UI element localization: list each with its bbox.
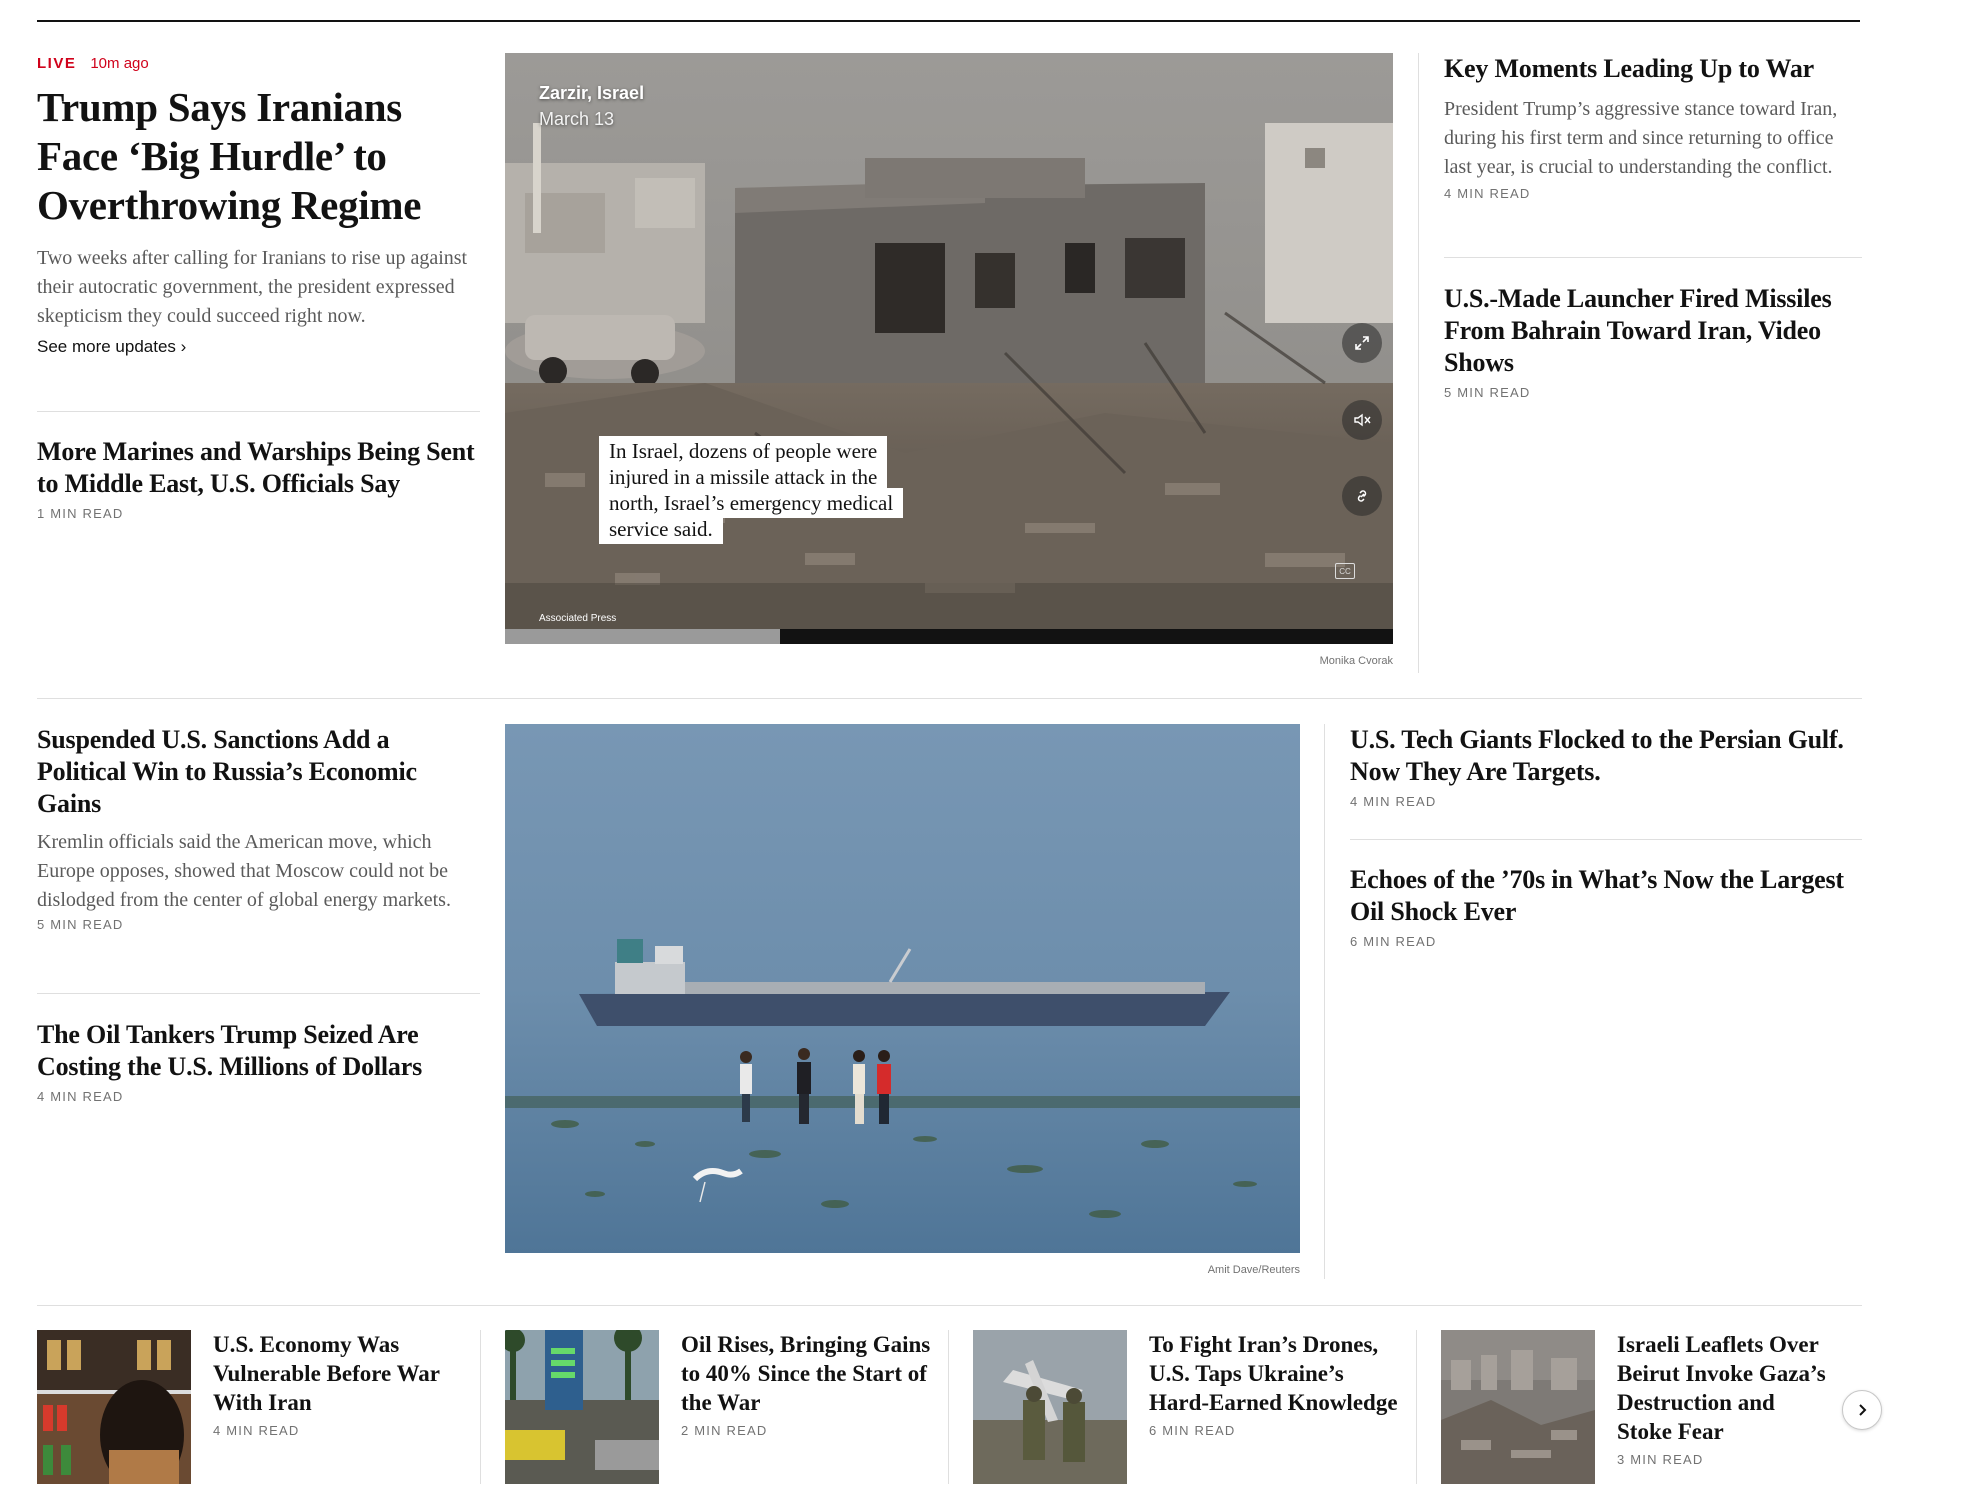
see-more-updates-link[interactable]: See more updates › xyxy=(37,337,187,356)
story-key-moments[interactable] xyxy=(1444,53,1862,201)
section-divider xyxy=(37,1305,1862,1306)
read-time: 4 MIN READ xyxy=(1444,186,1531,201)
divider xyxy=(37,411,480,412)
read-time: 4 MIN READ xyxy=(1350,794,1437,809)
read-time: 1 MIN READ xyxy=(37,506,124,521)
video-location: Zarzir, Israel xyxy=(539,83,645,103)
expand-icon xyxy=(1354,335,1370,351)
column-divider xyxy=(1324,724,1325,1279)
tanker-photo[interactable] xyxy=(505,724,1300,1253)
read-time: 4 MIN READ xyxy=(213,1423,300,1438)
expand-button[interactable] xyxy=(1342,323,1382,363)
top-story[interactable] xyxy=(37,53,480,357)
divider xyxy=(37,993,480,994)
carousel-divider xyxy=(480,1330,481,1484)
story-tech-giants[interactable] xyxy=(1350,724,1862,809)
divider xyxy=(1444,257,1862,258)
top-rule xyxy=(37,20,1860,22)
photo-credit: Amit Dave/Reuters xyxy=(1207,1264,1300,1276)
story-headline[interactable]: More Marines and Warships Being Sent to Middle East, U.S. Officials Say xyxy=(37,437,475,498)
story-headline[interactable]: Suspended U.S. Sanctions Add a Political Win to Russia’s Economic Gains xyxy=(37,725,417,818)
video-progress-fill xyxy=(505,629,780,644)
story-headline[interactable]: The Oil Tankers Trump Seized Are Costing the U.S. Millions of Dollars xyxy=(37,1020,422,1081)
story-russia-sanctions[interactable] xyxy=(37,724,480,932)
carousel-text xyxy=(1149,1330,1399,1438)
story-summary[interactable]: Kremlin officials said the American move, which Europe opposes, showed that Moscow could not be dislodged from the center of global energy markets. xyxy=(37,831,451,911)
carousel-headline[interactable]: U.S. Economy Was Vulnerable Before War With Iran xyxy=(213,1332,440,1415)
video-caption xyxy=(599,438,919,542)
story-summary[interactable]: President Trump’s aggressive stance toward Iran, during his first term and since returning to office last year, is crucial to understanding the conflict. xyxy=(1444,98,1838,178)
mute-button[interactable] xyxy=(1342,400,1382,440)
chevron-right-icon xyxy=(1855,1403,1869,1417)
read-time: 5 MIN READ xyxy=(1444,385,1531,400)
link-icon xyxy=(1354,488,1370,504)
carousel-text xyxy=(681,1330,931,1438)
video-caption-text: In Israel, dozens of people were injured in a missile attack in the north, Israel’s emergency medical service said. xyxy=(599,436,903,544)
carousel-headline[interactable]: Israeli Leaflets Over Beirut Invoke Gaza’s Destruction and Stoke Fear xyxy=(1617,1332,1826,1444)
story-launcher-missiles[interactable] xyxy=(1444,283,1862,400)
carousel-divider xyxy=(1416,1330,1417,1484)
story-oil-tankers[interactable] xyxy=(37,1019,480,1104)
carousel-next-button[interactable] xyxy=(1842,1390,1882,1430)
mute-icon xyxy=(1353,412,1371,428)
carousel-text xyxy=(213,1330,463,1438)
divider xyxy=(1350,839,1862,840)
share-link-button[interactable] xyxy=(1342,476,1382,516)
carousel-item[interactable] xyxy=(37,1330,467,1484)
carousel-headline[interactable]: To Fight Iran’s Drones, U.S. Taps Ukraine’s Hard-Earned Knowledge xyxy=(1149,1332,1398,1415)
section-divider xyxy=(37,698,1862,699)
read-time: 6 MIN READ xyxy=(1149,1423,1236,1438)
video-player[interactable] xyxy=(505,53,1393,629)
read-time: 2 MIN READ xyxy=(681,1423,768,1438)
closed-captions-icon[interactable]: CC xyxy=(1335,563,1355,579)
carousel-thumbnail xyxy=(37,1330,191,1484)
column-divider xyxy=(1418,53,1419,673)
carousel-text xyxy=(1617,1330,1827,1467)
story-marines[interactable] xyxy=(37,436,480,521)
read-time: 4 MIN READ xyxy=(37,1089,124,1104)
carousel-item[interactable] xyxy=(973,1330,1403,1484)
carousel-item[interactable] xyxy=(1441,1330,1836,1484)
tanker-photo-image xyxy=(505,724,1300,1253)
story-headline[interactable]: U.S. Tech Giants Flocked to the Persian Gulf. Now They Are Targets. xyxy=(1350,725,1844,786)
carousel-divider xyxy=(948,1330,949,1484)
live-label: LIVE xyxy=(37,54,77,72)
live-indicator xyxy=(37,53,480,73)
carousel-thumbnail xyxy=(505,1330,659,1484)
story-headline[interactable]: Echoes of the ’70s in What’s Now the Largest Oil Shock Ever xyxy=(1350,865,1844,926)
read-time: 3 MIN READ xyxy=(1617,1452,1704,1467)
story-oil-shock[interactable] xyxy=(1350,864,1862,949)
carousel-thumbnail xyxy=(1441,1330,1595,1484)
story-headline[interactable]: Key Moments Leading Up to War xyxy=(1444,54,1814,83)
time-ago: 10m ago xyxy=(90,54,149,72)
top-story-headline[interactable]: Trump Says Iranians Face ‘Big Hurdle’ to Overthrowing Regime xyxy=(37,84,422,228)
carousel-headline[interactable]: Oil Rises, Bringing Gains to 40% Since the Start of the War xyxy=(681,1332,931,1415)
carousel-thumbnail xyxy=(973,1330,1127,1484)
read-time: 5 MIN READ xyxy=(37,917,124,932)
video-date: March 13 xyxy=(539,109,615,129)
read-time: 6 MIN READ xyxy=(1350,934,1437,949)
top-story-summary[interactable]: Two weeks after calling for Iranians to rise up against their autocratic government, the president expressed skepticism they could succeed right now. xyxy=(37,247,468,327)
video-credit: Monika Cvorak xyxy=(1319,655,1393,667)
story-headline[interactable]: U.S.-Made Launcher Fired Missiles From Bahrain Toward Iran, Video Shows xyxy=(1444,284,1832,377)
carousel-item[interactable] xyxy=(505,1330,935,1484)
video-source: Associated Press xyxy=(539,613,617,624)
